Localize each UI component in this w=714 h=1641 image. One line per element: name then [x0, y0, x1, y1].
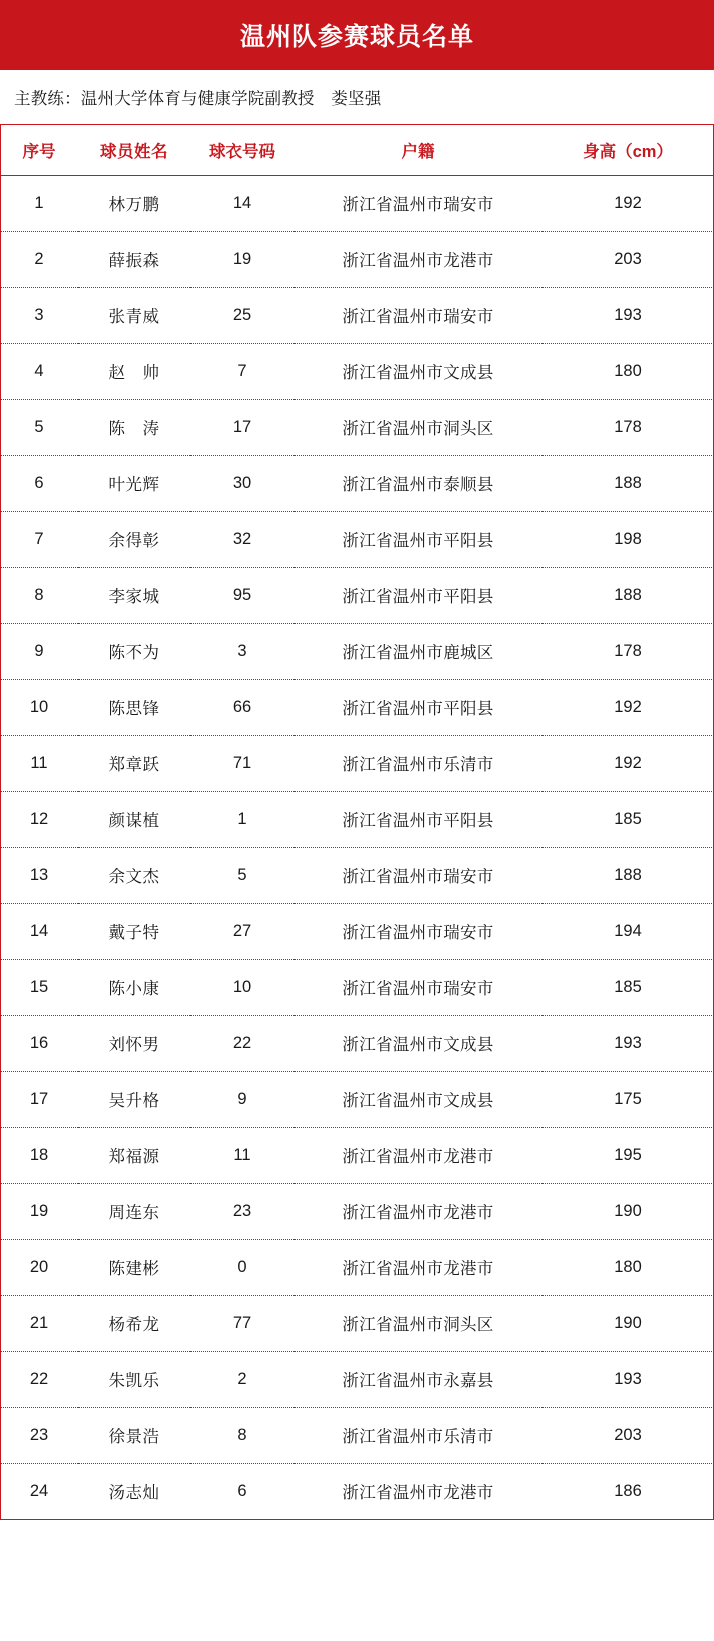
cell-height: 188 — [542, 567, 714, 623]
cell-jersey-number: 10 — [190, 959, 294, 1015]
cell-jersey-number: 9 — [190, 1071, 294, 1127]
table-row — [0, 511, 714, 567]
cell-jersey-number: 0 — [190, 1239, 294, 1295]
cell-index: 3 — [0, 287, 78, 343]
cell-player-name: 李家城 — [78, 567, 190, 623]
cell-height: 180 — [542, 1239, 714, 1295]
cell-player-name: 陈建彬 — [78, 1239, 190, 1295]
table-row — [0, 567, 714, 623]
cell-jersey-number: 25 — [190, 287, 294, 343]
cell-jersey-number: 32 — [190, 511, 294, 567]
cell-hometown: 浙江省温州市文成县 — [294, 1015, 542, 1071]
table-row — [0, 735, 714, 791]
table-row — [0, 959, 714, 1015]
cell-hometown: 浙江省温州市龙港市 — [294, 1463, 542, 1519]
cell-index: 2 — [0, 231, 78, 287]
roster-table — [0, 125, 714, 1519]
cell-hometown: 浙江省温州市鹿城区 — [294, 623, 542, 679]
cell-jersey-number: 1 — [190, 791, 294, 847]
table-row — [0, 1463, 714, 1519]
table-header-row — [0, 125, 714, 175]
cell-player-name: 戴子特 — [78, 903, 190, 959]
cell-player-name: 朱凯乐 — [78, 1351, 190, 1407]
cell-height: 190 — [542, 1183, 714, 1239]
cell-player-name: 林万鹏 — [78, 175, 190, 231]
cell-index: 12 — [0, 791, 78, 847]
cell-jersey-number: 22 — [190, 1015, 294, 1071]
cell-hometown: 浙江省温州市平阳县 — [294, 791, 542, 847]
cell-jersey-number: 30 — [190, 455, 294, 511]
table-row — [0, 175, 714, 231]
cell-player-name: 刘怀男 — [78, 1015, 190, 1071]
cell-height: 188 — [542, 847, 714, 903]
table-row — [0, 455, 714, 511]
cell-jersey-number: 2 — [190, 1351, 294, 1407]
cell-index: 10 — [0, 679, 78, 735]
cell-player-name: 徐景浩 — [78, 1407, 190, 1463]
table-row — [0, 399, 714, 455]
table-row — [0, 1127, 714, 1183]
cell-jersey-number: 19 — [190, 231, 294, 287]
cell-height: 186 — [542, 1463, 714, 1519]
cell-jersey-number: 7 — [190, 343, 294, 399]
column-header-height: 身高（cm） — [542, 125, 714, 175]
cell-player-name: 郑福源 — [78, 1127, 190, 1183]
cell-player-name: 陈思锋 — [78, 679, 190, 735]
cell-jersey-number: 23 — [190, 1183, 294, 1239]
cell-index: 20 — [0, 1239, 78, 1295]
cell-jersey-number: 95 — [190, 567, 294, 623]
column-header-index: 序号 — [0, 125, 78, 175]
cell-index: 4 — [0, 343, 78, 399]
cell-height: 193 — [542, 287, 714, 343]
cell-height: 203 — [542, 231, 714, 287]
cell-height: 178 — [542, 623, 714, 679]
cell-height: 192 — [542, 175, 714, 231]
table-row — [0, 287, 714, 343]
head-coach-row — [0, 70, 714, 125]
cell-jersey-number: 77 — [190, 1295, 294, 1351]
cell-index: 21 — [0, 1295, 78, 1351]
cell-index: 18 — [0, 1127, 78, 1183]
cell-player-name: 薛振森 — [78, 231, 190, 287]
column-header-name: 球员姓名 — [78, 125, 190, 175]
table-row — [0, 1183, 714, 1239]
table-row — [0, 1071, 714, 1127]
cell-player-name: 余文杰 — [78, 847, 190, 903]
cell-hometown: 浙江省温州市文成县 — [294, 343, 542, 399]
cell-jersey-number: 3 — [190, 623, 294, 679]
cell-hometown: 浙江省温州市瑞安市 — [294, 959, 542, 1015]
cell-player-name: 张青威 — [78, 287, 190, 343]
cell-player-name: 赵 帅 — [78, 343, 190, 399]
page-title: 温州队参赛球员名单 — [239, 23, 474, 51]
cell-height: 194 — [542, 903, 714, 959]
cell-jersey-number: 66 — [190, 679, 294, 735]
table-body — [0, 175, 714, 1519]
table-row — [0, 1295, 714, 1351]
table-row — [0, 903, 714, 959]
cell-hometown: 浙江省温州市龙港市 — [294, 1239, 542, 1295]
table-row — [0, 1407, 714, 1463]
cell-player-name: 杨希龙 — [78, 1295, 190, 1351]
cell-jersey-number: 71 — [190, 735, 294, 791]
head-coach-label: 主教练：温州大学体育与健康学院副教授 娄坚强 — [14, 90, 382, 108]
cell-height: 178 — [542, 399, 714, 455]
cell-height: 180 — [542, 343, 714, 399]
cell-height: 193 — [542, 1351, 714, 1407]
cell-height: 192 — [542, 679, 714, 735]
table-row — [0, 231, 714, 287]
cell-index: 9 — [0, 623, 78, 679]
cell-index: 6 — [0, 455, 78, 511]
cell-player-name: 郑章跃 — [78, 735, 190, 791]
cell-hometown: 浙江省温州市文成县 — [294, 1071, 542, 1127]
cell-hometown: 浙江省温州市瑞安市 — [294, 847, 542, 903]
cell-height: 198 — [542, 511, 714, 567]
cell-index: 1 — [0, 175, 78, 231]
cell-jersey-number: 8 — [190, 1407, 294, 1463]
cell-index: 8 — [0, 567, 78, 623]
cell-jersey-number: 11 — [190, 1127, 294, 1183]
cell-index: 11 — [0, 735, 78, 791]
table-row — [0, 1239, 714, 1295]
cell-hometown: 浙江省温州市龙港市 — [294, 231, 542, 287]
cell-hometown: 浙江省温州市平阳县 — [294, 567, 542, 623]
cell-index: 16 — [0, 1015, 78, 1071]
column-header-hometown: 户籍 — [294, 125, 542, 175]
cell-height: 190 — [542, 1295, 714, 1351]
table-row — [0, 343, 714, 399]
table-row — [0, 1015, 714, 1071]
cell-hometown: 浙江省温州市平阳县 — [294, 679, 542, 735]
cell-height: 195 — [542, 1127, 714, 1183]
cell-jersey-number: 6 — [190, 1463, 294, 1519]
cell-hometown: 浙江省温州市乐清市 — [294, 1407, 542, 1463]
cell-index: 22 — [0, 1351, 78, 1407]
cell-hometown: 浙江省温州市洞头区 — [294, 399, 542, 455]
cell-jersey-number: 17 — [190, 399, 294, 455]
cell-index: 23 — [0, 1407, 78, 1463]
cell-index: 17 — [0, 1071, 78, 1127]
table-row — [0, 679, 714, 735]
cell-jersey-number: 14 — [190, 175, 294, 231]
left-border-rule — [0, 125, 1, 1520]
cell-hometown: 浙江省温州市泰顺县 — [294, 455, 542, 511]
table-header — [0, 125, 714, 175]
cell-hometown: 浙江省温州市乐清市 — [294, 735, 542, 791]
cell-player-name: 吴升格 — [78, 1071, 190, 1127]
cell-player-name: 余得彰 — [78, 511, 190, 567]
cell-height: 193 — [542, 1015, 714, 1071]
cell-hometown: 浙江省温州市龙港市 — [294, 1127, 542, 1183]
cell-index: 19 — [0, 1183, 78, 1239]
cell-height: 203 — [542, 1407, 714, 1463]
cell-height: 188 — [542, 455, 714, 511]
cell-height: 192 — [542, 735, 714, 791]
cell-hometown: 浙江省温州市平阳县 — [294, 511, 542, 567]
table-row — [0, 1351, 714, 1407]
cell-hometown: 浙江省温州市瑞安市 — [294, 903, 542, 959]
cell-height: 185 — [542, 959, 714, 1015]
table-row — [0, 791, 714, 847]
cell-jersey-number: 5 — [190, 847, 294, 903]
cell-player-name: 颜谋植 — [78, 791, 190, 847]
cell-hometown: 浙江省温州市龙港市 — [294, 1183, 542, 1239]
cell-hometown: 浙江省温州市瑞安市 — [294, 287, 542, 343]
cell-player-name: 汤志灿 — [78, 1463, 190, 1519]
title-banner — [0, 0, 714, 70]
cell-hometown: 浙江省温州市瑞安市 — [294, 175, 542, 231]
bottom-border-rule — [0, 1519, 714, 1520]
cell-index: 14 — [0, 903, 78, 959]
cell-player-name: 周连东 — [78, 1183, 190, 1239]
table-row — [0, 623, 714, 679]
cell-player-name: 陈 涛 — [78, 399, 190, 455]
cell-index: 13 — [0, 847, 78, 903]
cell-height: 175 — [542, 1071, 714, 1127]
table-row — [0, 847, 714, 903]
cell-player-name: 陈不为 — [78, 623, 190, 679]
cell-index: 15 — [0, 959, 78, 1015]
cell-index: 24 — [0, 1463, 78, 1519]
cell-jersey-number: 27 — [190, 903, 294, 959]
cell-index: 5 — [0, 399, 78, 455]
cell-index: 7 — [0, 511, 78, 567]
cell-hometown: 浙江省温州市洞头区 — [294, 1295, 542, 1351]
cell-hometown: 浙江省温州市永嘉县 — [294, 1351, 542, 1407]
cell-player-name: 叶光辉 — [78, 455, 190, 511]
cell-height: 185 — [542, 791, 714, 847]
cell-player-name: 陈小康 — [78, 959, 190, 1015]
column-header-jersey: 球衣号码 — [190, 125, 294, 175]
